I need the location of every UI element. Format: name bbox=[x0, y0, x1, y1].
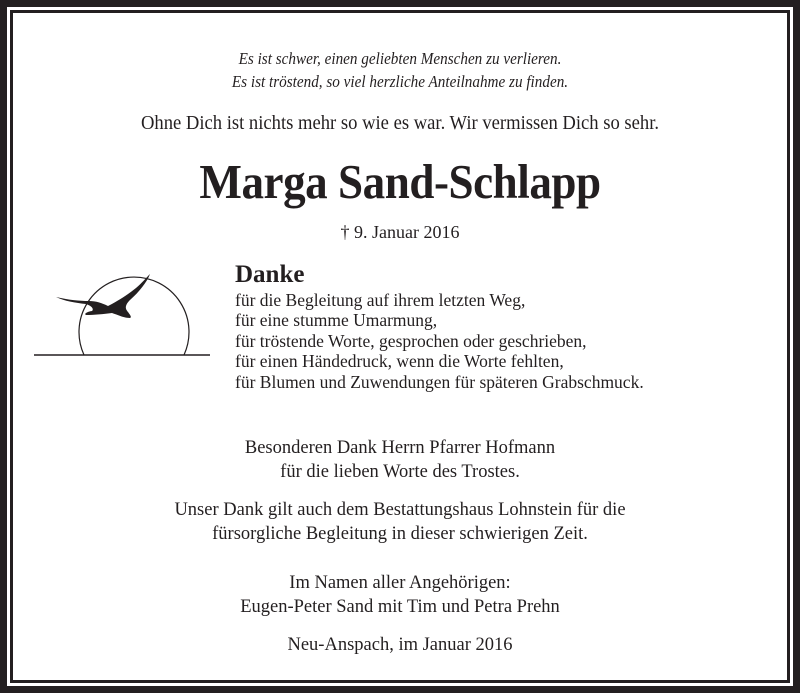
funeral-home-thanks bbox=[0, 498, 800, 546]
quote-line: Es ist tröstend, so viel herzliche Anteilnahme zu finden. bbox=[231, 72, 569, 91]
motto: Ohne Dich ist nichts mehr so wie es war. Wir vermissen Dich so sehr. bbox=[140, 112, 660, 134]
bird-over-setting-sun-icon bbox=[34, 270, 212, 360]
funeral-home-line: Unser Dank gilt auch dem Bestattungshaus Lohnstein für die bbox=[174, 500, 626, 520]
death-date: † 9. Januar 2016 bbox=[340, 222, 460, 242]
special-thanks-line: Besonderen Dank Herrn Pfarrer Hofmann bbox=[244, 438, 556, 458]
signature-line: Im Namen aller Angehörigen: bbox=[289, 573, 511, 593]
quote-line: Es ist schwer, einen geliebten Menschen zu verlieren. bbox=[238, 49, 562, 68]
place-date: Neu-Anspach, im Januar 2016 bbox=[287, 635, 513, 655]
signature bbox=[0, 571, 800, 619]
opening-quote bbox=[32, 47, 768, 93]
funeral-home-line: fürsorgliche Begleitung in dieser schwierigen Zeit. bbox=[212, 524, 588, 544]
thanks-line: für die Begleitung auf ihrem letzten Weg, bbox=[235, 290, 526, 310]
thanks-line: für Blumen und Zuwendungen für späteren Grabschmuck. bbox=[235, 371, 644, 392]
deceased-name: Marga Sand-Schlapp bbox=[199, 154, 601, 209]
thanks-section bbox=[235, 260, 644, 392]
special-thanks-line: für die lieben Worte des Trostes. bbox=[280, 462, 520, 482]
thanks-line: für einen Händedruck, wenn die Worte fehlten, bbox=[235, 351, 564, 372]
thanks-title: Danke bbox=[235, 261, 305, 288]
special-thanks bbox=[0, 436, 800, 484]
signature-line: Eugen-Peter Sand mit Tim und Petra Prehn bbox=[240, 597, 560, 617]
thanks-line: für eine stumme Umarmung, bbox=[235, 310, 438, 331]
thanks-line: für tröstende Worte, gesprochen oder geschrieben, bbox=[235, 330, 587, 351]
